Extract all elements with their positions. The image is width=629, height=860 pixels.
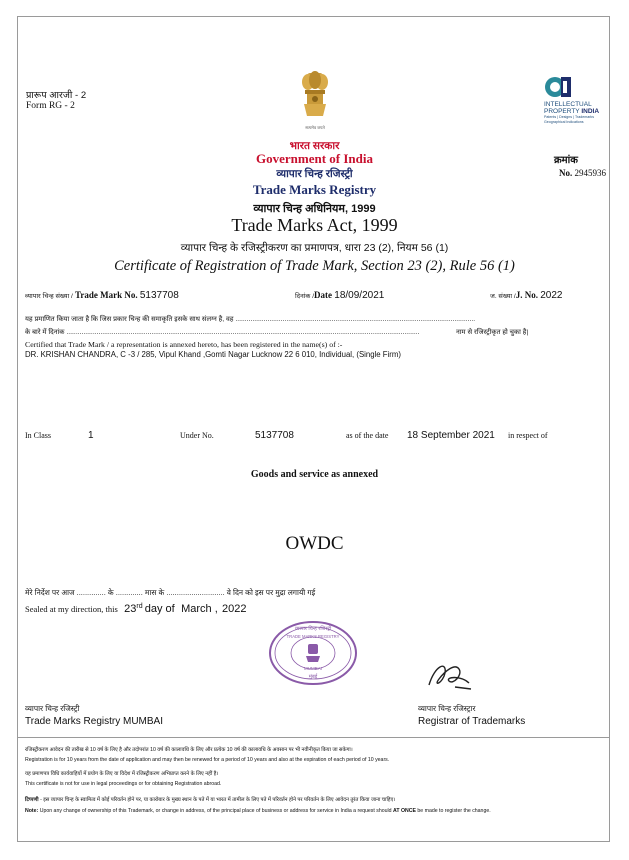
class-value: 1	[88, 430, 94, 441]
certify-english: Certified that Trade Mark / a representation is annexed hereto, has been registered in the name(s) of :-	[25, 340, 343, 349]
note-hindi-1: रजिस्ट्रीकरण आवेदन की तारीख से 10 वर्ष के लिए है और तदोपरांत 10 वर्ष की कालावधि के लिए और प्रत्येक 10 वर्ष की कालावधि के अवसान पर भी नवीनीकृत किया जा सकेगा।	[25, 747, 353, 753]
footer-left-english: Trade Marks Registry MUMBAI	[25, 716, 163, 727]
asof-value: 18 September 2021	[407, 430, 495, 441]
certify-hindi-line1: यह प्रमाणित किया जाता है कि जिस प्रकार चिन्ह की समाकृति इसके साथ संलग्न है, वह ...............................................................................................................................	[25, 316, 476, 323]
national-emblem-icon	[298, 70, 332, 130]
class-label: In Class	[25, 431, 51, 440]
ip-india-logo	[544, 76, 574, 103]
seal-city-hindi: मुंबई	[308, 674, 318, 680]
cert-title-hindi: व्यापार चिन्ह के रजिस्ट्रीकरण का प्रमाणपत्र, धारा 23 (2), नियम 56 (1)	[180, 242, 449, 254]
registrar-signature-icon	[425, 655, 475, 700]
certify-hindi-line2: के बारे में दिनांक ...........................................................................................................................................................................................	[25, 329, 420, 336]
trademark-text: OWDC	[285, 533, 344, 554]
registry-english: Trade Marks Registry	[252, 182, 377, 197]
form-label-english: Form RG - 2	[26, 101, 75, 111]
note-hindi-2: यह प्रमाणपत्र विधि कार्यवाहियों में प्रयोग के लिए या विदेश में रजिस्ट्रीकरण अभिप्राप्त करने के लिए नहीं है।	[25, 771, 219, 777]
under-value: 5137708	[255, 430, 294, 441]
notes-divider	[18, 737, 609, 738]
act-hindi: व्यापार चिन्ह अधिनियम, 1999	[253, 203, 376, 215]
certify-hindi-registered: नाम से रजिस्ट्रीकृत हो चुका है|	[456, 329, 529, 336]
registry-hindi: व्यापार चिन्ह रजिस्ट्री	[276, 168, 353, 180]
sealed-hindi: मेरे निर्देश पर आज .............. के ............. मास के ............................ वे दिन को इस पर मुद्रा लगायी गई	[25, 588, 316, 597]
footer-right-english: Registrar of Trademarks	[418, 716, 526, 727]
footer-left-hindi: व्यापार चिन्ह रजिस्ट्री	[25, 704, 80, 713]
act-english: Trade Marks Act, 1999	[231, 215, 398, 235]
emblem-motto: सत्यमेव जयते	[305, 125, 325, 130]
under-label: Under No.	[180, 431, 214, 440]
proprietor-details: DR. KRISHAN CHANDRA, C -3 / 285, Vipul Khand ,Gomti Nagar Lucknow 22 6 010, Individual, (Single Firm)	[25, 350, 401, 359]
note-english-2: This certificate is not for use in legal proceedings or for obtaining Registration abroad.	[25, 781, 222, 787]
footer-right-hindi: व्यापार चिन्ह रजिस्ट्रार	[418, 704, 476, 713]
cert-title-english: Certificate of Registration of Trade Mark, Section 23 (2), Rule 56 (1)	[114, 258, 515, 274]
j-number-row: ज. संख्या /J. No. 2022	[490, 290, 563, 301]
tm-number-row: व्यापार चिन्ह संख्या / Trade Mark No. 5137708	[25, 290, 179, 301]
sealed-english: Sealed at my direction, this 23rd day of March , 2022	[25, 603, 247, 615]
form-label-hindi: प्रारूप आरजी - 2	[26, 90, 87, 101]
tm-date-row: दिनांक /Date 18/09/2021	[295, 290, 385, 301]
note-english-3: Note: Upon any change of ownership of this Trademark, or change in address, of the principal place of business or address for service in India a request should AT ONCE be made to register the change.	[25, 808, 491, 814]
serial-hindi: क्रमांक	[554, 155, 578, 166]
govt-hindi: भारत सरकार	[289, 140, 340, 152]
note-hindi-3: टिप्पणी - इस व्यापार चिन्ह के स्वामित्व में कोई परिवर्तन होने पर, या कारोबार के मुख्य स्थान के पते में या भारत में तामील के लिए पते में परिवर्तन होने पर परिवर्तन के लिए आवेदन तुरंत किया जाना चाहिए।	[25, 797, 396, 803]
note-english-1: Registration is for 10 years from the date of application and may then be renewed for a period of 10 years and also at the expiration of each period of 10 years.	[25, 757, 390, 763]
respect-label: in respect of	[508, 431, 548, 440]
ip-logo-text: INTELLECTUAL PROPERTY INDIA Patents | Designs | Trademarks Geographical Indications	[544, 101, 600, 124]
ip-india-logo-icon	[544, 76, 574, 98]
seal-city: MUMBAI	[304, 666, 322, 671]
registry-seal	[268, 620, 358, 686]
goods-text: Goods and service as annexed	[250, 469, 379, 480]
seal-top-text: व्यापार चिन्ह रजिस्ट्री	[294, 626, 332, 632]
serial-number: No. 2945936	[559, 168, 606, 178]
asof-label: as of the date	[346, 431, 389, 440]
govt-english: Government of India	[256, 151, 373, 166]
seal-mid-text: TRADE MARKS REGISTRY	[286, 634, 340, 639]
